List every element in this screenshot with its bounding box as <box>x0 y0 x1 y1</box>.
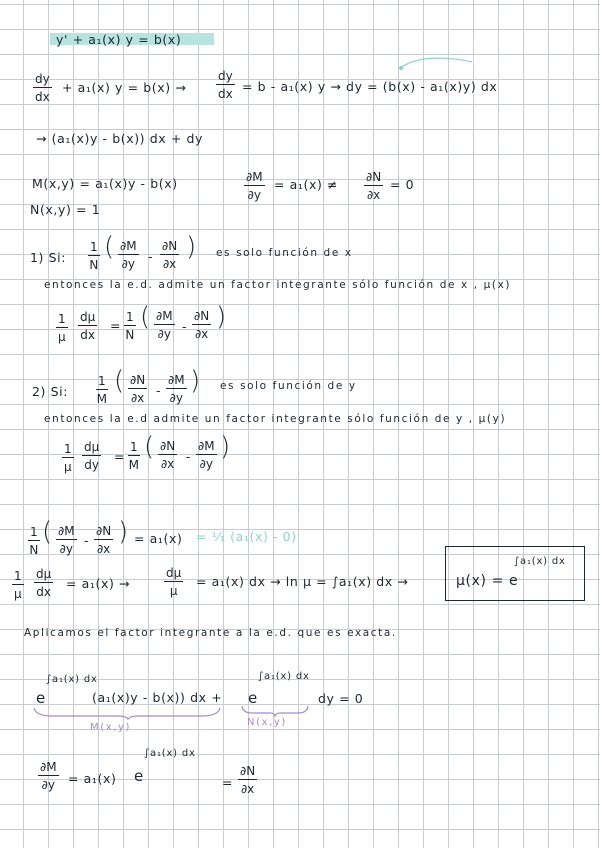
last-dM-dy <box>38 761 59 791</box>
frac-den: ∂y <box>41 778 55 792</box>
frac-num: 1 <box>98 374 106 388</box>
frac-num: ∂N <box>194 309 210 323</box>
case2-text: es solo función de y <box>220 380 357 392</box>
frac-den: μ <box>58 330 66 344</box>
case2-dN-dx <box>128 374 147 404</box>
frac-num: 1 <box>90 240 98 254</box>
case1-label: 1) Si: <box>30 250 67 265</box>
M-brace <box>32 706 222 720</box>
frac-den: dy <box>84 458 99 472</box>
frac-den: ∂x <box>162 257 177 271</box>
paren-right: ) <box>220 432 231 462</box>
frac-num: dμ <box>36 567 52 581</box>
frac-den: ∂y <box>247 188 261 202</box>
frac-den: N <box>89 258 99 272</box>
minus: - <box>182 319 188 334</box>
exp-sup1: ∫a₁(x) dx <box>46 674 98 685</box>
frac-num: ∂N <box>96 524 112 538</box>
frac-num: ∂M <box>58 524 75 538</box>
paren-left: ( <box>144 432 155 462</box>
case1f-one-over-N <box>124 311 136 341</box>
frac-num: 1 <box>130 440 138 454</box>
case1-dN-dx <box>160 240 179 270</box>
frac-den: μ <box>14 587 22 601</box>
frac-num: 1 <box>14 569 22 583</box>
frac-den: dx <box>35 90 50 104</box>
d1-mint-note: = ¹⁄₁ (a₁(x) - 0) <box>196 529 297 544</box>
line2-mid: + a₁(x) y = b(x) → <box>62 80 187 95</box>
frac-num: ∂M <box>198 439 215 453</box>
frac-den: dx <box>218 87 233 101</box>
frac-den: μ <box>169 584 178 598</box>
case1f-dN-dx <box>192 310 211 340</box>
dy-dx-fraction <box>33 73 52 103</box>
frac-den: ∂y <box>59 542 73 556</box>
N-brace <box>240 704 310 718</box>
line2-rest: = b - a₁(x) y → dy = (b(x) - a₁(x)y) dx <box>242 79 498 94</box>
frac-num: ∂N <box>130 373 146 387</box>
paren-right: ) <box>216 302 227 332</box>
exp-sup2: ∫a₁(x) dx <box>258 671 310 682</box>
frac-den: μ <box>64 460 72 474</box>
frac-num: ∂M <box>40 760 57 774</box>
equals: = <box>114 449 126 464</box>
frac-den: ∂x <box>96 542 111 556</box>
frac-num: ∂N <box>160 439 176 453</box>
N-label: N(x,y) <box>247 717 287 728</box>
last-eq: = <box>222 775 234 790</box>
d2-rest: = a₁(x) dx → ln μ = ∫a₁(x) dx → <box>196 574 409 589</box>
case2f-one-over-mu <box>62 443 74 473</box>
case1f-dM-dy <box>154 310 175 340</box>
minus: - <box>148 249 154 264</box>
M-definition: M(x,y) = a₁(x)y - b(x) <box>32 176 178 191</box>
line4-mid: = a₁(x) ≠ <box>274 177 339 192</box>
case1-then: entonces la e.d. admite un factor integrante sólo función de x , μ(x) <box>44 279 512 291</box>
d2-eq: = a₁(x) → <box>66 576 131 591</box>
apply-text: Aplicamos el factor integrante a la e.d. que es exacta. <box>24 627 397 639</box>
frac-den: ∂x <box>160 457 175 471</box>
frac-den: ∂y <box>169 391 183 405</box>
box-mu: μ(x) = e <box>456 573 519 589</box>
paren-left: ( <box>140 302 151 332</box>
M-label: M(x,y) <box>90 722 132 733</box>
dN-dx-fraction <box>364 171 383 201</box>
case1f-dmu-dx <box>78 311 97 341</box>
frac-num: ∂M <box>156 309 173 323</box>
dy-dx-fraction-2 <box>216 70 235 100</box>
paren-right: ) <box>190 366 201 396</box>
frac-num: ∂N <box>240 764 256 778</box>
case2f-dM-dy <box>196 440 217 470</box>
case2-dM-dy <box>166 374 187 404</box>
last-dN-dx <box>238 765 257 795</box>
d1-dN-dx <box>94 525 113 555</box>
exact-mid: (a₁(x)y - b(x)) dx + <box>92 690 223 705</box>
frac-den: ∂x <box>130 391 145 405</box>
d1-result: = a₁(x) <box>134 531 183 546</box>
box-exponent: ∫a₁(x) dx <box>514 556 566 567</box>
frac-den: M <box>128 458 139 472</box>
case1-text: es solo función de x <box>216 247 353 259</box>
exact-end: dy = 0 <box>318 691 364 706</box>
N-definition: N(x,y) = 1 <box>30 202 101 217</box>
frac-den: ∂y <box>199 457 213 471</box>
last-exp: ∫a₁(x) dx <box>144 748 196 759</box>
mint-arrow-annotation <box>396 54 476 74</box>
frac-num: 1 <box>64 442 72 456</box>
minus: - <box>186 449 192 464</box>
equals: = <box>110 318 122 333</box>
case2f-one-over-M <box>128 441 140 471</box>
frac-num: dy <box>35 72 50 86</box>
case1-dM-dy <box>118 240 139 270</box>
paren-right: ) <box>186 232 197 262</box>
case1-one-over-N <box>88 241 100 271</box>
frac-num: dμ <box>84 440 100 454</box>
frac-den: ∂x <box>366 188 381 202</box>
case2-then: entonces la e.d admite un factor integrante sólo función de y , μ(y) <box>44 413 507 425</box>
frac-num: dμ <box>80 310 96 324</box>
frac-den: dx <box>36 585 51 599</box>
case2-label: 2) Si: <box>32 384 69 399</box>
frac-den: ∂x <box>194 327 209 341</box>
frac-num: 1 <box>126 310 134 324</box>
title-equation: y' + a₁(x) y = b(x) <box>56 32 182 47</box>
case2-one-over-M <box>96 375 108 405</box>
case2f-dmu-dy <box>82 441 101 471</box>
line3: → (a₁(x)y - b(x)) dx + dy <box>36 131 204 146</box>
frac-den: ∂y <box>157 327 171 341</box>
d2-dmu-dx <box>34 568 53 598</box>
exp-e2: e <box>248 689 258 707</box>
frac-den: M <box>96 392 107 406</box>
frac-num: dμ <box>166 566 182 580</box>
case2f-dN-dx <box>158 440 177 470</box>
d1-one-over-N <box>28 526 40 556</box>
line4-end: = 0 <box>390 177 415 192</box>
frac-num: ∂M <box>168 373 185 387</box>
frac-den: dx <box>80 328 95 342</box>
paren-left: ( <box>104 232 115 262</box>
minus: - <box>156 383 162 398</box>
frac-num: ∂N <box>162 239 178 253</box>
exp-e1: e <box>36 689 46 707</box>
paren-right: ) <box>118 517 129 547</box>
frac-den: ∂y <box>121 257 135 271</box>
minus: - <box>84 533 90 548</box>
paren-left: ( <box>114 366 125 396</box>
d2-one-over-mu <box>12 570 24 600</box>
last-mid: = a₁(x) <box>68 771 117 786</box>
frac-num: dy <box>218 69 233 83</box>
frac-num: ∂M <box>120 239 137 253</box>
paren-left: ( <box>42 517 53 547</box>
frac-den: N <box>125 328 135 342</box>
d2-dmu-mu <box>164 567 183 597</box>
frac-num: 1 <box>30 525 38 539</box>
last-e: e <box>134 767 144 785</box>
case1f-one-over-mu <box>56 313 68 343</box>
dM-dy-fraction <box>244 171 265 201</box>
d1-dM-dy <box>56 525 77 555</box>
frac-den: N <box>29 543 39 557</box>
frac-num: ∂N <box>366 170 382 184</box>
frac-den: ∂x <box>240 782 255 796</box>
frac-num: 1 <box>58 312 66 326</box>
frac-num: ∂M <box>246 170 263 184</box>
